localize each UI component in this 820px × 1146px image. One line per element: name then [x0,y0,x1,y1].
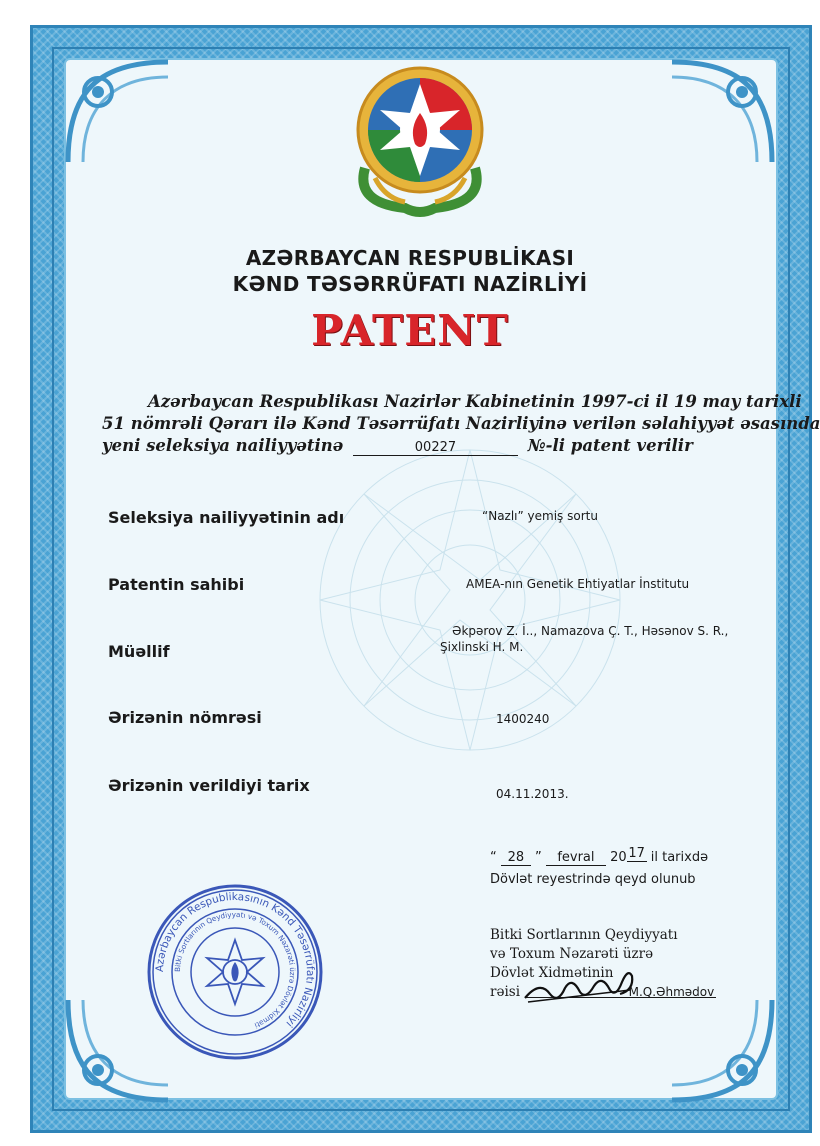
reg-close-quote: ” [535,850,542,865]
reg-month: fevral [546,850,606,866]
field-value-author-line-2: Şixlinski H. M. [440,640,524,654]
reg-year-prefix: 20 [610,850,627,865]
field-value-application-number: 1400240 [496,712,550,726]
field-label-patent-owner: Patentin sahibi [108,575,245,594]
field-label-application-date: Ərizənin verildiyi tarix [108,776,310,795]
patent-number: 00227 [353,440,518,456]
stamp-inner-text: Bitki Sortlarının Qeydiyyatı və Toxum Nəzarəti üzrə Dövlət Xidməti [172,909,298,1031]
corner-ornament-top-right [662,52,782,172]
intro-line-2: 51 nömrəli Qərarı ilə Kənd Təsərrüfatı Nazirliyinə verilən səlahiyyət əsasında [102,414,820,433]
state-emblem [345,58,495,218]
ministry-country-heading: AZƏRBAYCAN RESPUBLİKASI [245,246,575,270]
intro-line-3-end: №-li patent verilir [527,436,693,455]
document-title: PATENT [311,306,509,355]
reg-suffix: il tarixdə [650,850,709,865]
field-label-author: Müəllif [108,642,170,661]
intro-line-3 [102,436,742,456]
signatory-name: M.Q.Əhmədov [628,985,715,999]
handwritten-signature [520,960,640,1010]
official-stamp [145,882,325,1062]
service-line-3: Dövlət Xidmətinin [490,965,614,981]
stamp-outer-text: Azərbaycan Respublikasının Kənd Təsərrüfatı Nazirliyi [153,890,317,1030]
reg-open-quote: “ [490,850,497,865]
field-value-variety-name: “Nazlı” yemiş sortu [482,509,598,523]
field-value-application-date: 04.11.2013. [496,787,569,801]
intro-line-3-start: yeni seleksiya nailiyyətinə [102,436,344,455]
reg-year-suffix: 17 [628,846,645,861]
corner-ornament-top-left [58,52,178,172]
ministry-name-heading: KƏND TƏSƏRRÜFATI NAZİRLİYİ [232,272,588,296]
reg-day: 28 [501,850,531,866]
corner-ornament-bottom-right [662,990,782,1110]
service-line-2: və Toxum Nəzarəti üzrə [490,946,654,962]
registration-date-line [490,846,709,866]
service-line-1: Bitki Sortlarının Qeydiyyatı [490,927,678,943]
intro-line-1: Azərbaycan Respublikası Nazirlər Kabinetinin 1997-ci il 19 may tarixli [148,392,802,411]
field-label-variety-name: Seleksiya nailiyyətinin adı [108,508,345,527]
field-label-application-number: Ərizənin nömrəsi [108,708,262,727]
registration-note: Dövlət reyestrində qeyd olunub [490,872,696,887]
field-value-author-line-1: Əkpərov Z. İ.., Namazova Ç. T., Həsənov S. R., [452,624,729,638]
guilloche-rosette-watermark [310,440,630,760]
signatory-role: rəisi [490,984,521,1000]
field-value-patent-owner: AMEA-nın Genetik Ehtiyatlar İnstitutu [466,577,690,591]
